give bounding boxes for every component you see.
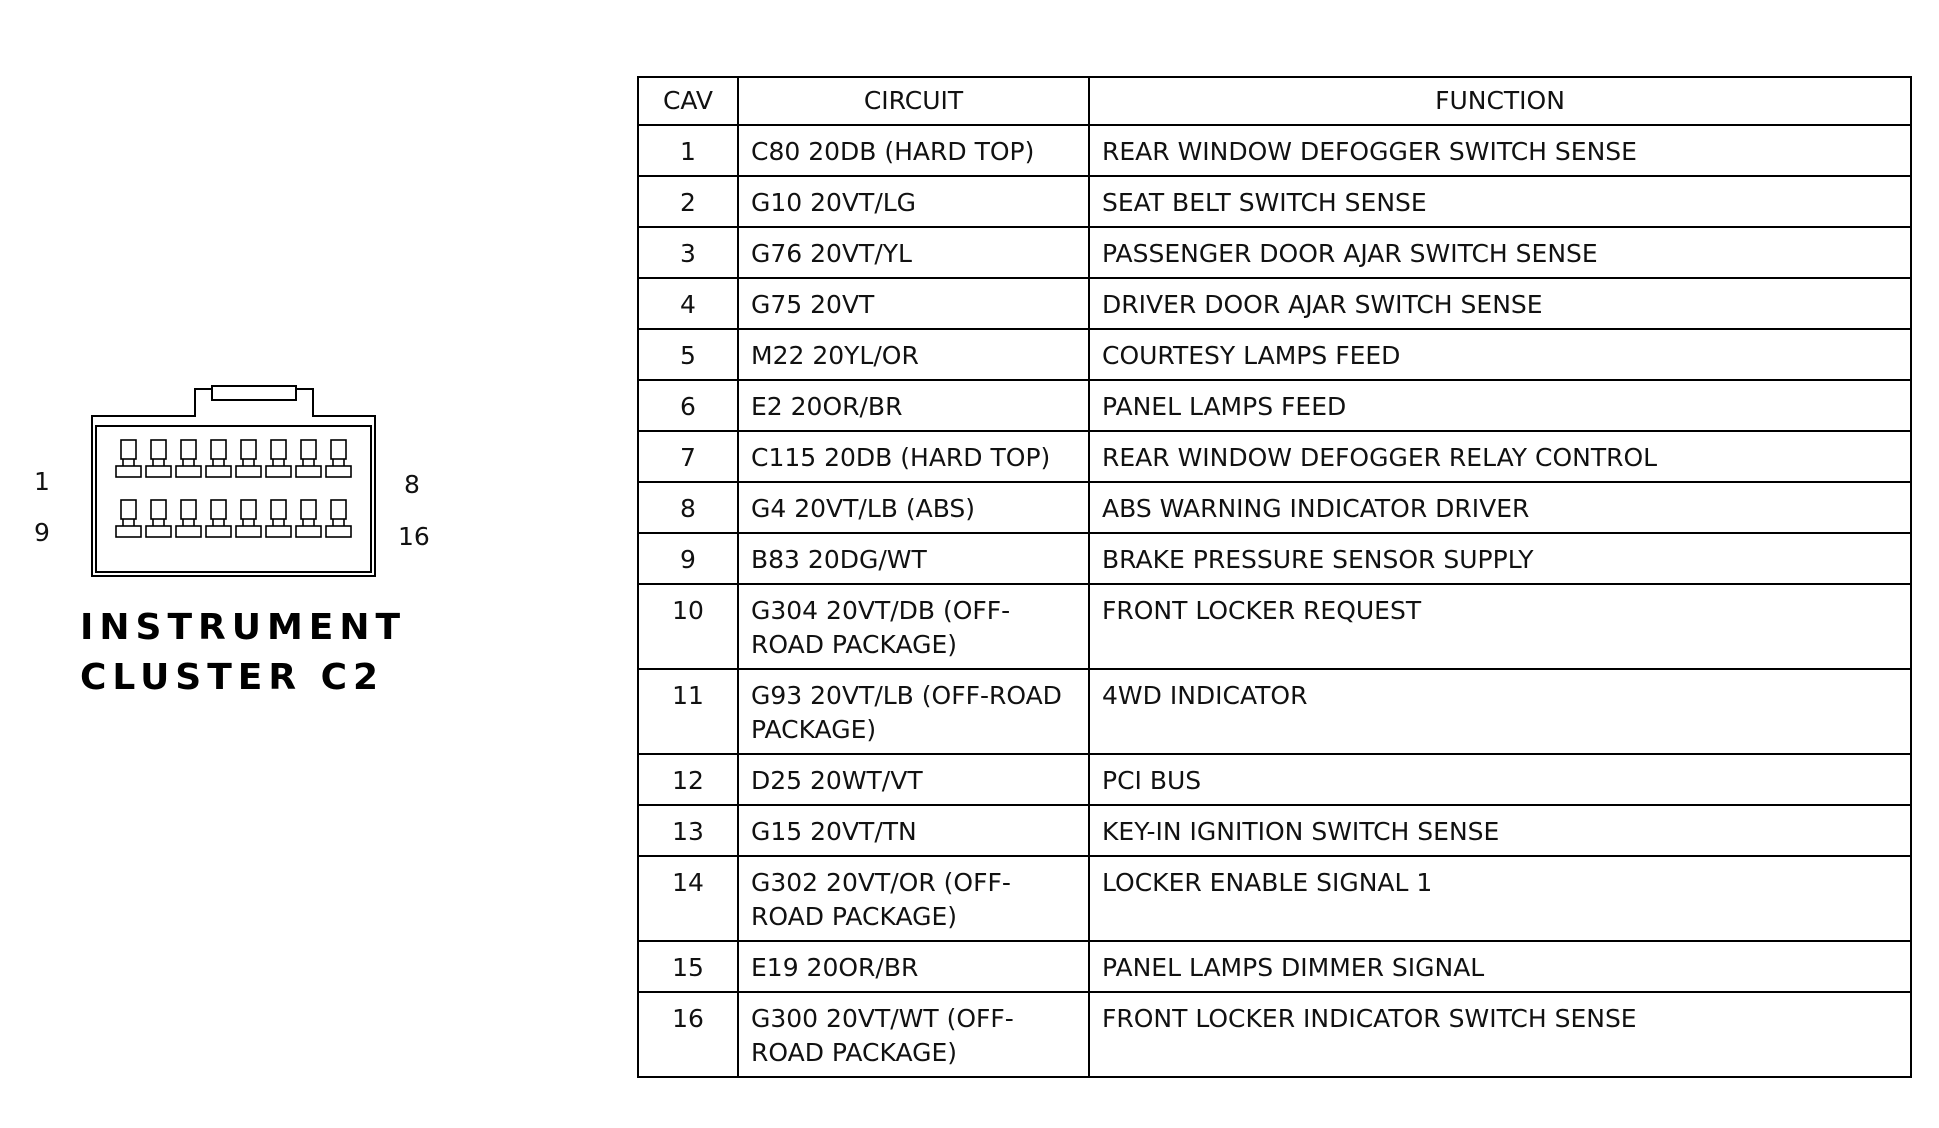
header-circuit: CIRCUIT [738,77,1089,125]
header-function: FUNCTION [1089,77,1911,125]
pin-label-top-right: 8 [404,470,420,499]
connector-cavity [176,500,201,537]
cell-cav: 15 [638,941,738,992]
cell-cav: 6 [638,380,738,431]
cell-function: REAR WINDOW DEFOGGER RELAY CONTROL [1089,431,1911,482]
connector-cavity [296,500,321,537]
cell-function: BRAKE PRESSURE SENSOR SUPPLY [1089,533,1911,584]
cell-function: FRONT LOCKER REQUEST [1089,584,1911,669]
cell-cav: 8 [638,482,738,533]
connector-cavity [146,500,171,537]
connector-cavity [236,500,261,537]
table-row [638,329,1911,380]
cell-function: PANEL LAMPS FEED [1089,380,1911,431]
connector-cavity [206,500,231,537]
connector-title-line-1: INSTRUMENT [80,607,407,648]
cell-circuit: G93 20VT/LB (OFF-ROAD PACKAGE) [738,669,1089,754]
cell-function: LOCKER ENABLE SIGNAL 1 [1089,856,1911,941]
table-row [638,941,1911,992]
connector-cavity [266,440,291,477]
cell-circuit: G300 20VT/WT (OFF-ROAD PACKAGE) [738,992,1089,1077]
connector-cavity [326,440,351,477]
table-row [638,278,1911,329]
cell-circuit: B83 20DG/WT [738,533,1089,584]
cell-circuit: C115 20DB (HARD TOP) [738,431,1089,482]
cell-function: SEAT BELT SWITCH SENSE [1089,176,1911,227]
pinout-table [637,76,1912,1078]
table-row [638,176,1911,227]
table-row [638,431,1911,482]
connector-housing-outline [92,389,375,576]
cell-circuit: E19 20OR/BR [738,941,1089,992]
cell-cav: 10 [638,584,738,669]
cell-circuit: G302 20VT/OR (OFF-ROAD PACKAGE) [738,856,1089,941]
connector-cavity [116,500,141,537]
cell-function: 4WD INDICATOR [1089,669,1911,754]
cell-cav: 4 [638,278,738,329]
pin-label-bottom-left: 9 [34,518,50,547]
cell-cav: 2 [638,176,738,227]
table-header-row [638,77,1911,125]
table-row [638,227,1911,278]
connector-cavity [206,440,231,477]
table-row [638,805,1911,856]
connector-diagram [0,0,560,760]
cell-circuit: G4 20VT/LB (ABS) [738,482,1089,533]
cell-circuit: G304 20VT/DB (OFF-ROAD PACKAGE) [738,584,1089,669]
connector-cavity [296,440,321,477]
cell-function: ABS WARNING INDICATOR DRIVER [1089,482,1911,533]
connector-title-line-2: CLUSTER C2 [80,657,385,698]
cell-function: PCI BUS [1089,754,1911,805]
cell-function: COURTESY LAMPS FEED [1089,329,1911,380]
connector-cavity [176,440,201,477]
cell-circuit: G15 20VT/TN [738,805,1089,856]
connector-face-drawing [0,0,560,600]
connector-cavity [146,440,171,477]
cell-cav: 16 [638,992,738,1077]
cell-cav: 5 [638,329,738,380]
cell-cav: 1 [638,125,738,176]
connector-inner-frame [96,426,371,572]
cell-cav: 9 [638,533,738,584]
connector-cavity [326,500,351,537]
cell-cav: 13 [638,805,738,856]
pin-label-bottom-right: 16 [398,522,430,551]
cell-cav: 11 [638,669,738,754]
cell-circuit: G10 20VT/LG [738,176,1089,227]
cell-circuit: C80 20DB (HARD TOP) [738,125,1089,176]
table-row [638,533,1911,584]
cell-circuit: D25 20WT/VT [738,754,1089,805]
cell-circuit: E2 20OR/BR [738,380,1089,431]
header-cav: CAV [638,77,738,125]
cell-function: REAR WINDOW DEFOGGER SWITCH SENSE [1089,125,1911,176]
table-row [638,669,1911,754]
cell-circuit: M22 20YL/OR [738,329,1089,380]
cell-function: PANEL LAMPS DIMMER SIGNAL [1089,941,1911,992]
table-row [638,992,1911,1077]
table-row [638,125,1911,176]
cell-function: FRONT LOCKER INDICATOR SWITCH SENSE [1089,992,1911,1077]
pin-label-top-left: 1 [34,467,50,496]
table-row [638,754,1911,805]
connector-title [80,603,407,703]
cell-function: DRIVER DOOR AJAR SWITCH SENSE [1089,278,1911,329]
table-row [638,856,1911,941]
cell-cav: 3 [638,227,738,278]
table-row [638,584,1911,669]
cell-function: KEY-IN IGNITION SWITCH SENSE [1089,805,1911,856]
connector-cavity [236,440,261,477]
table-row [638,380,1911,431]
cell-cav: 7 [638,431,738,482]
connector-cavity [266,500,291,537]
table-row [638,482,1911,533]
connector-cavity [116,440,141,477]
cell-cav: 12 [638,754,738,805]
cell-function: PASSENGER DOOR AJAR SWITCH SENSE [1089,227,1911,278]
connector-latch [212,386,296,400]
cell-cav: 14 [638,856,738,941]
table-body [638,125,1911,1077]
cell-circuit: G75 20VT [738,278,1089,329]
cell-circuit: G76 20VT/YL [738,227,1089,278]
